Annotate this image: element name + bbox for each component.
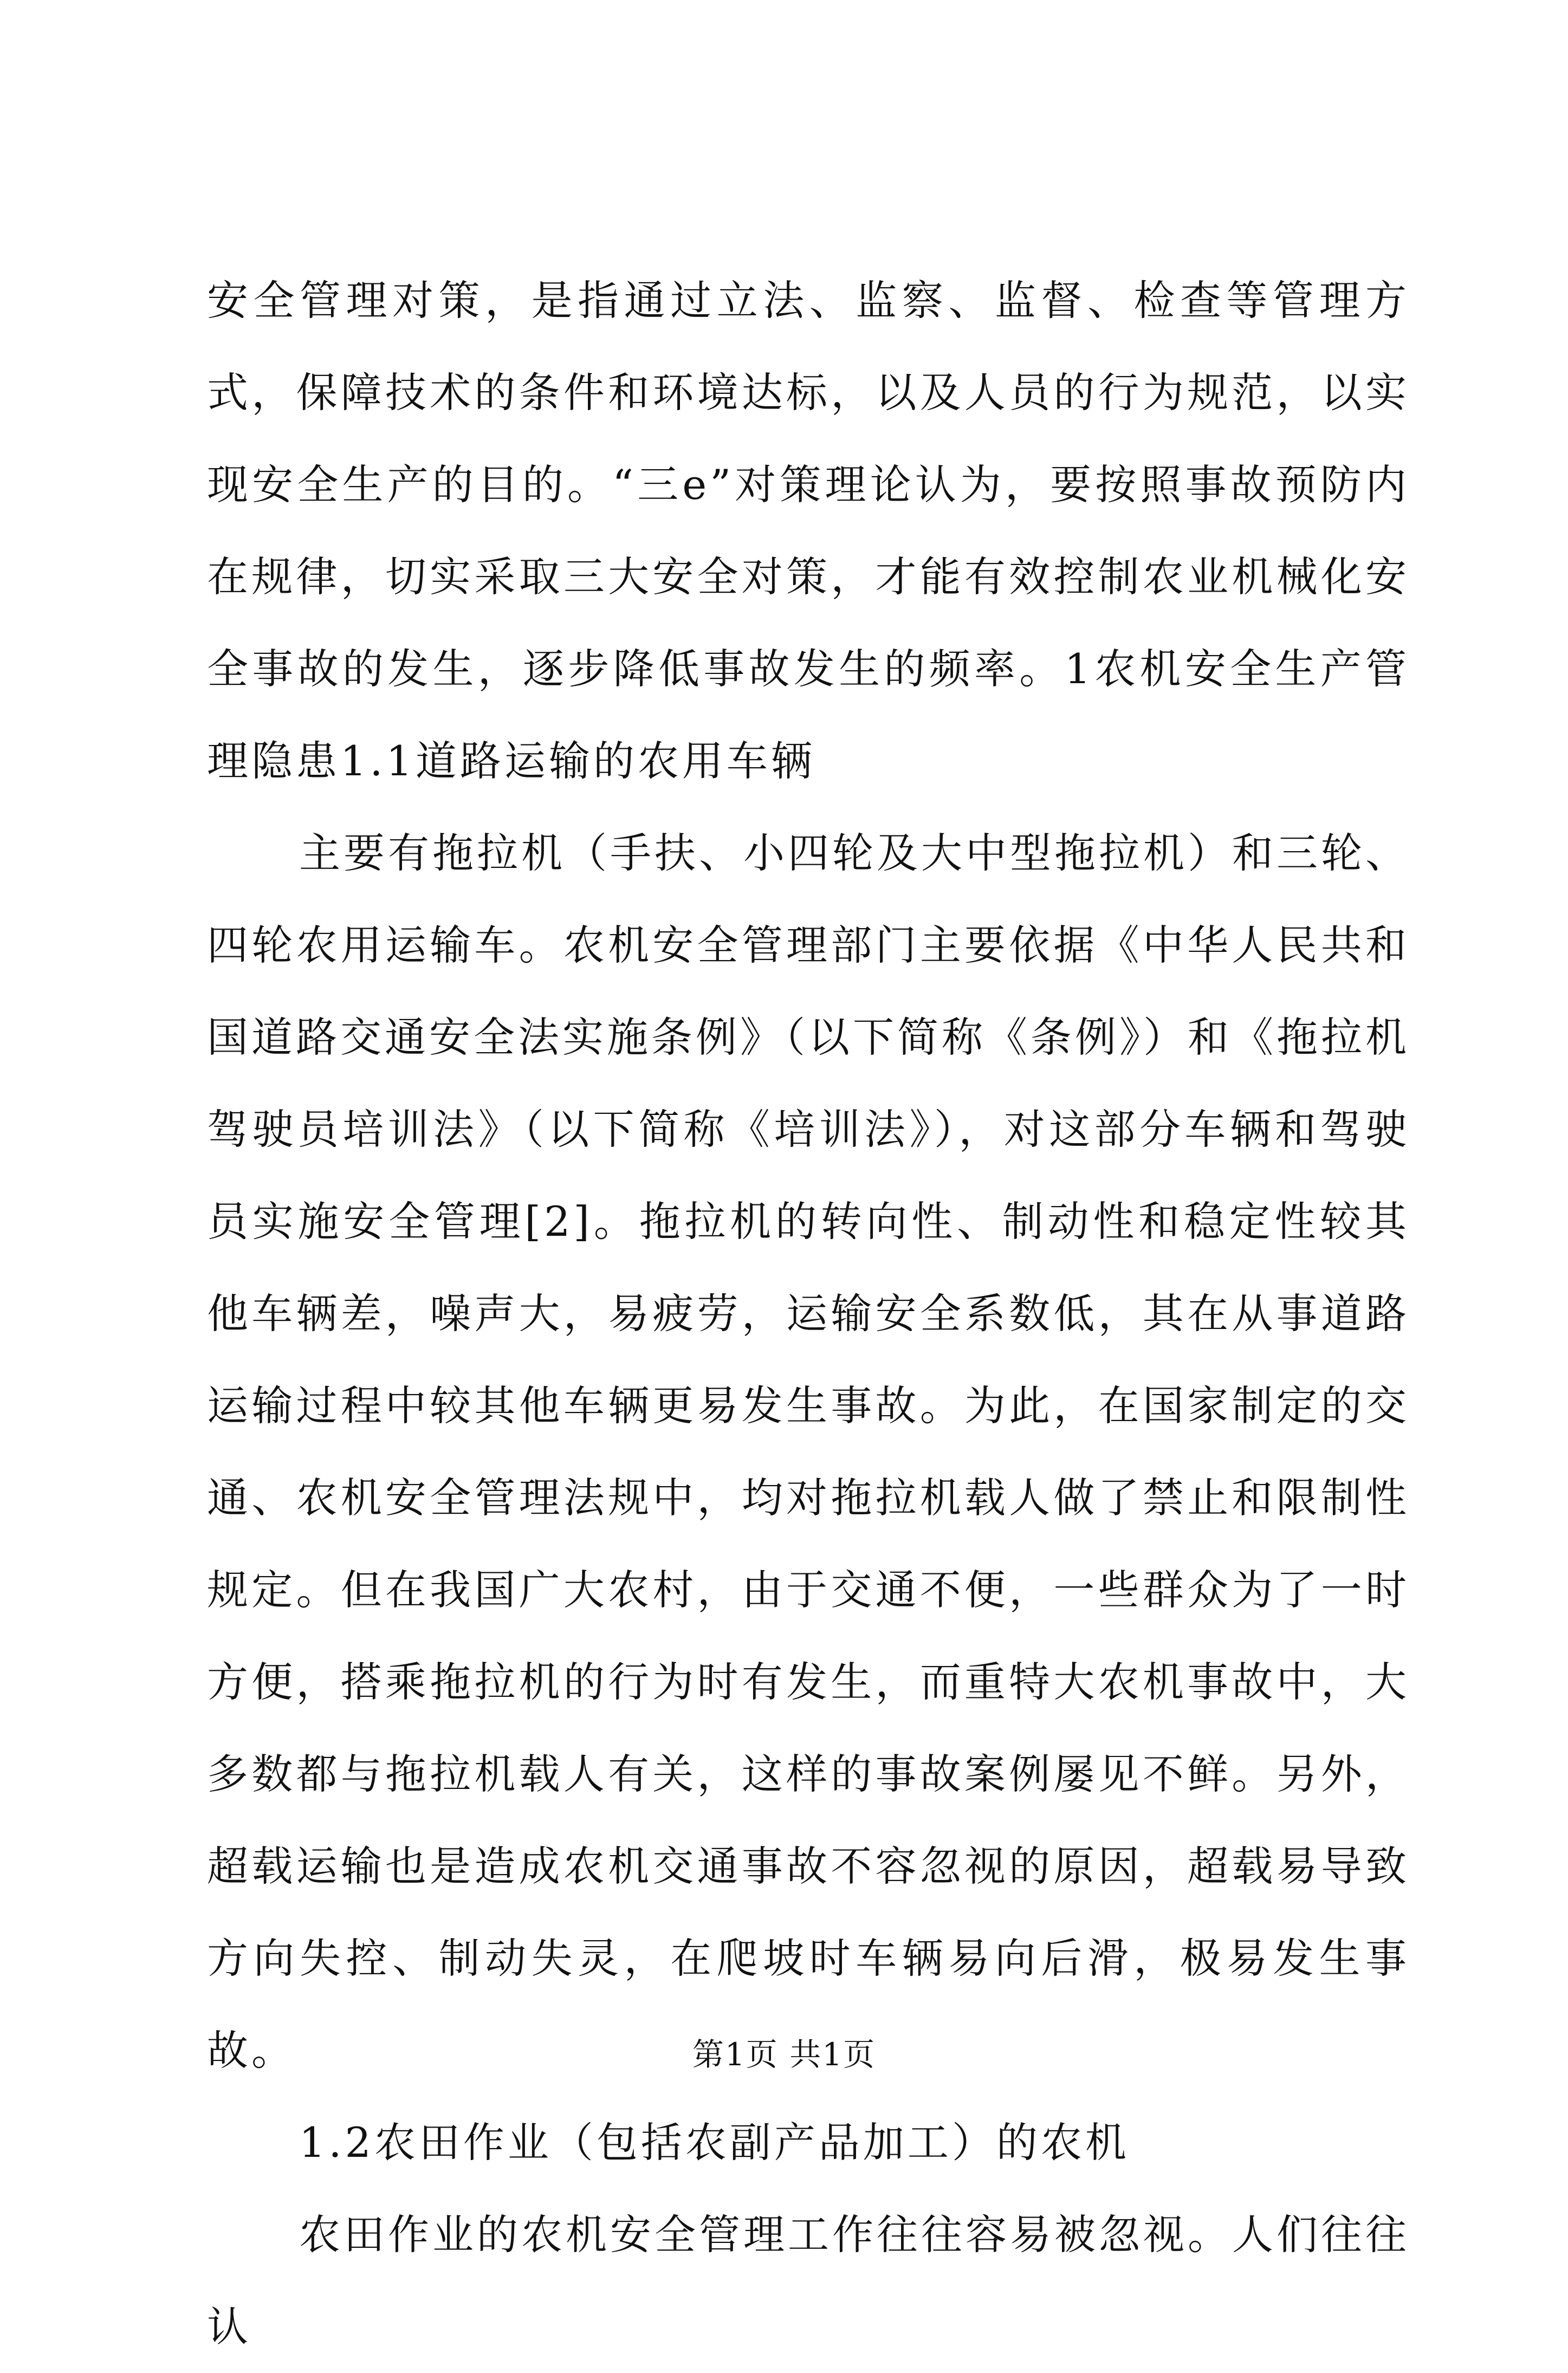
paragraph-farm-operations: 农田作业的农机安全管理工作往往容易被忽视。人们往往认 (207, 2210, 1410, 2351)
page-number-footer: 第1页 共1页 (692, 2036, 876, 2073)
paragraph-safety-measures: 安全管理对策，是指通过立法、监察、监督、检查等管理方式，保障技术的条件和环境达标，以及人员的行为规范，以实现安全生产的目的。“三e”对策理论认为，要按照事故预防内在规律，切实采取三大安全对策，才能有效控制农业机械化安全事故的发生，逐步降低事故发生的频率。1农机安全生产管理隐患1.1道路运输的农用车辆 (207, 276, 1410, 785)
paragraph-road-vehicles: 主要有拖拉机（手扶、小四轮及大中型拖拉机）和三轮、四轮农用运输车。农机安全管理部门主要依据《中华人民共和国道路交通安全法实施条例》（以下简称《条例》）和《拖拉机驾驶员培训法》（以下简称《培训法》），对这部分车辆和驾驶员实施安全管理[2]。拖拉机的转向性、制动性和稳定性较其他车辆差，噪声大，易疲劳，运输安全系数低，其在从事道路运输过程中较其他车辆更易发生事故。为此，在国家制定的交通、农机安全管理法规中，均对拖拉机载人做了禁止和限制性规定。但在我国广大农村，由于交通不便，一些群众为了一时方便，搭乘拖拉机的行为时有发生，而重特大农机事故中，大多数都与拖拉机载人有关，这样的事故案例屡见不鲜。另外，超载运输也是造成农机交通事故不容忽视的原因，超载易导致方向失控、制动失灵，在爬坡时车辆易向后滑，极易发生事故。 (207, 829, 1410, 2074)
section-heading-farm-machinery: 1.2农田作业（包括农副产品加工）的农机 (299, 2118, 1130, 2167)
